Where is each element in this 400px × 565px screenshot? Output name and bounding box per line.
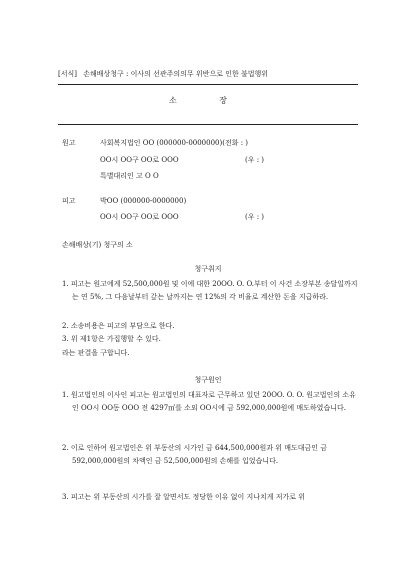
form-title: 손해배상청구 : 이사의 선관주의의무 위반으로 인한 불법행위 [83,70,268,78]
plaintiff-line2: OO시 OO구 OO로 OOO [100,156,179,164]
plaintiff-label: 원고 [62,139,76,147]
case-name: 손해배상(기) 청구의 소 [62,241,133,249]
cause-item-2: 2. 이로 인하여 원고법인은 위 부동산의 시가인 금 644,500,000원과 위 매도대금인 금 592,000,000원의 차액인 금 52,500,000원의 손해를 입었습니다. [62,444,328,465]
plaintiff-zip: (우 : ) [245,156,265,164]
claim-closing: 라는 판결을 구합니다. [62,349,130,357]
doc-title: 소 장 [169,96,247,105]
header-rule-top [58,84,358,85]
plaintiff-line3: 특별대리인 고 O O [100,172,159,180]
defendant-label: 피고 [62,197,76,205]
cause-heading: 청구원인 [194,376,222,384]
claim-item-1: 1. 피고는 원고에게 52,500,000원 및 이에 대한 20OO. O. O.부터 이 사건 소장부본 송달일까지는 연 5%, 그 다음날부터 갚는 날까지는 연 12%의 각 비율로 계산한 돈을 지급하라. [62,280,358,301]
cause-item-3: 3. 피고는 위 부동산의 시가를 잘 알면서도 정당한 이유 없이 지나치게 저가로 위 [62,493,306,501]
plaintiff-line1: 사회복지법인 OO (000000-0000000)(전화 : ) [100,139,249,147]
form-header [58,69,268,79]
defendant-zip: (우 : ) [245,213,265,221]
defendant-line2: OO시 OO구 OO로 OOO [100,213,179,221]
header-rule-bottom [58,124,358,125]
claim-heading: 청구취지 [194,265,222,273]
claim-item-2: 2. 소송비용은 피고의 부담으로 한다. [62,322,175,330]
defendant-line1: 박OO (000000-0000000) [100,197,187,205]
form-tag: [서식] [58,70,77,78]
cause-item-1: 1. 원고법인의 이사인 피고는 원고법인의 대표자로 근무하고 있던 20OO. O. O. 원고법인의 소유인 OO시 OO동 OOO 전 4297㎡를 소외 OO시에 금 592,000,000원에 매도하였습니다. [62,391,356,412]
claim-item-3: 3. 위 제1항은 가집행할 수 있다. [62,335,161,343]
